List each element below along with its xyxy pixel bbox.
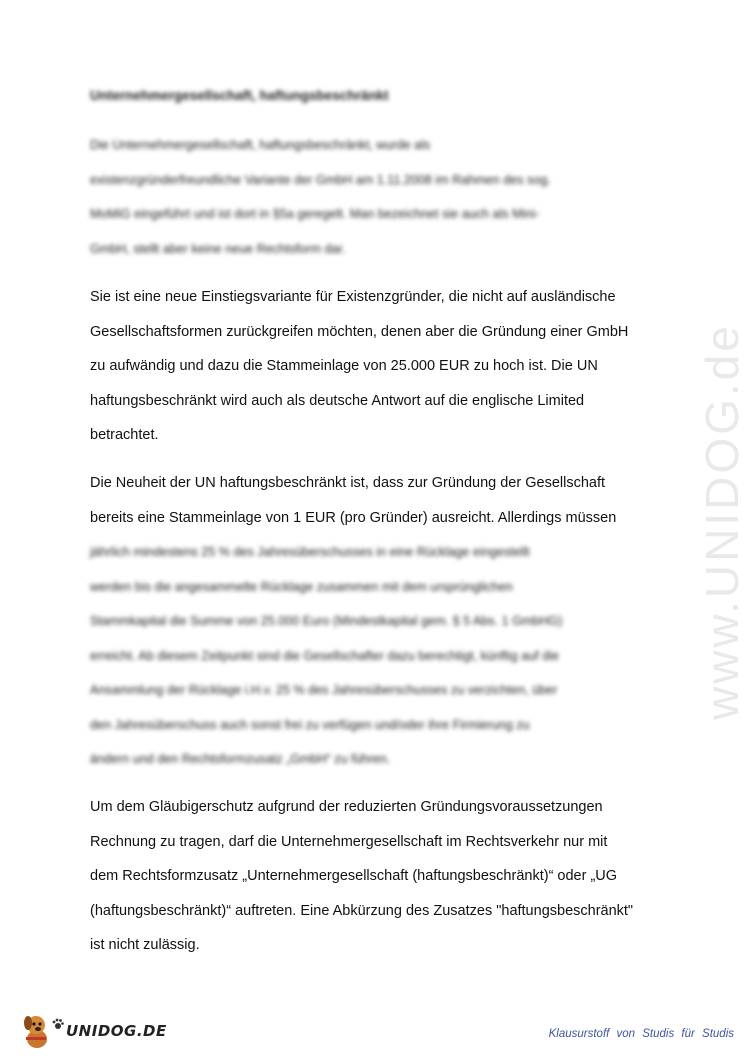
blurred-paragraph-line: werden bis die angesammelte Rücklage zusammen mit dem ursprünglichen [90,579,513,594]
paragraph-line: zu aufwändig und dazu die Stammeinlage von 25.000 EUR zu hoch ist. Die UN [90,358,598,374]
paragraph-line: ist nicht zulässig. [90,937,200,953]
paragraph-line: haftungsbeschränkt wird auch als deutsche Antwort auf die englische Limited [90,392,585,409]
footer-tagline: Klausurstoff von Studis für Studis [548,1028,734,1040]
paragraph-line: bereits eine Stammeinlage von 1 EUR (pro Gründer) ausreicht. Allerdings müssen [90,509,617,526]
blurred-paragraph-line: den Jahresüberschuss auch sonst frei zu verfügen und/oder ihre Firmierung zu [90,717,530,732]
paragraph-line: existenzgründerfreundliche Variante der GmbH am 1.11.2008 im Rahmen des sog. [90,172,551,187]
paragraph-line: (haftungsbeschränkt)“ auftreten. Eine Abkürzung des Zusatzes "haftungsbeschränkt" [90,902,634,919]
paragraph-line: Gesellschaftsformen zurückgreifen möchten, denen aber die Gründung einer GmbH [90,323,629,340]
paragraph-1 [90,128,670,266]
paragraph-line: dem Rechtsformzusatz „Unternehmergesellschaft (haftungsbeschränkt)“ oder „UG [90,868,618,884]
unidog-logo[interactable] [20,1010,167,1052]
paragraph-3 [90,466,670,777]
paragraph-line: Die Neuheit der UN haftungsbeschränkt ist, dass zur Gründung der Gesellschaft [90,475,606,491]
paragraph-line: GmbH, stellt aber keine neue Rechtsform dar. [90,241,346,256]
paragraph-line: Sie ist eine neue Einstiegsvariante für Existenzgründer, die nicht auf ausländische [90,289,616,305]
dog-mascot-icon [20,1011,54,1051]
blurred-paragraph-line: ändern und den Rechtsformzusatz „GmbH“ zu führen. [90,752,391,766]
paragraph-4 [90,790,670,963]
paragraph-2 [90,280,670,453]
paragraph-line: MoMiG eingeführt und ist dort in §5a geregelt. Man bezeichnet sie auch als Mini- [90,207,540,221]
paragraph-line: betrachtet. [90,427,159,443]
paragraph-line: Um dem Gläubigerschutz aufgrund der reduzierten Gründungsvoraussetzungen [90,799,603,815]
blurred-paragraph-line: Stammkapital die Summe von 25.000 Euro (Mindestkapital gem. § 5 Abs. 1 GmbHG) [90,614,563,628]
paragraph-line: Die Unternehmergesellschaft, haftungsbeschränkt, wurde als [90,138,431,152]
watermark: www.UNIDOG.de [696,323,748,720]
logo-text: UNIDOG.DE [66,1022,167,1040]
document-heading: Unternehmergesellschaft, haftungsbeschränkt [90,88,389,103]
blurred-paragraph-line: Ansammlung der Rücklage i.H.v. 25 % des Jahresüberschusses zu verzichten, über [90,683,558,697]
blurred-paragraph-line: jährlich mindestens 25 % des Jahresüberschusses in eine Rücklage eingestellt [90,545,530,559]
paw-print-icon [52,1018,64,1030]
paragraph-line: Rechnung zu tragen, darf die Unternehmergesellschaft im Rechtsverkehr nur mit [90,833,608,850]
blurred-paragraph-line: erreicht. Ab diesem Zeitpunkt sind die Gesellschafter dazu berechtigt, künftig auf die [90,648,560,663]
